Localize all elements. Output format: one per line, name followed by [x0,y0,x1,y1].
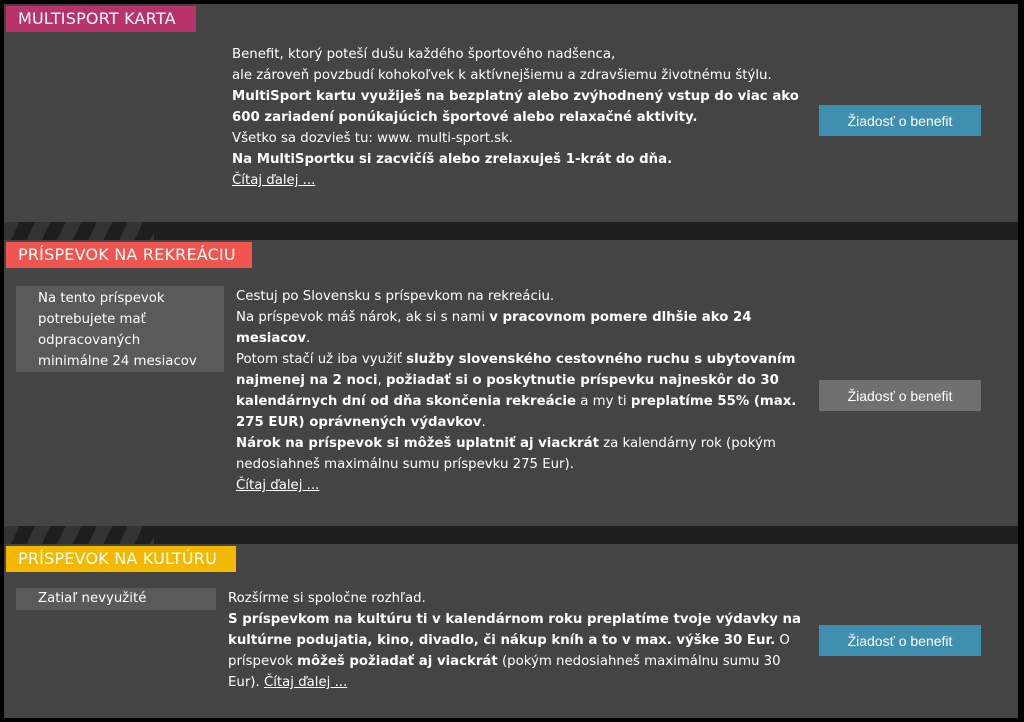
text-bold: najmenej na 2 noci [236,373,378,388]
benefit-request-button[interactable]: Žiadosť o benefit [819,625,981,656]
section-tag: MULTISPORT KARTA [6,6,196,32]
text-run: . [481,415,486,430]
text-bold: kalendárnych dní od dňa skončenia rekreácie [236,394,577,409]
note-line: potrebujete mať [38,312,146,327]
read-more-link[interactable]: Čítaj ďalej ... [236,478,320,493]
note-line: minimálne 24 mesiacov [38,354,197,369]
description-bold: Na MultiSportku si zacvičíš alebo zrelaxuješ 1-krát do dňa. [232,152,673,167]
benefit-request-button[interactable]: Žiadosť o benefit [819,105,981,136]
description-line: ale zároveň povzbudí kohokoľvek k aktívnejšiemu a zdravšiemu životnému štýlu. [232,68,772,83]
benefit-request-button[interactable]: Žiadosť o benefit [819,380,981,411]
text-bold: požiadať si o poskytnutie príspevku najneskôr do 30 [386,373,779,388]
text-bold: Nárok na príspevok si môžeš uplatniť aj viackrát [236,436,599,451]
section-tag: PRÍSPEVOK NA KULTÚRU [6,546,236,572]
benefit-card-recreation [4,240,1018,526]
note-line: Zatiaľ nevyužité [38,591,147,606]
eligibility-note [16,588,216,610]
text-run: Na príspevok máš nárok, ak si s nami [236,310,490,325]
benefits-frame [4,4,1018,718]
benefit-description [236,286,796,496]
text-run: , [377,373,387,388]
benefit-card-culture [4,544,1018,718]
text-bold: S príspevkom na kultúru ti v kalendárnom roku preplatíme tvoje výdavky na [228,612,801,627]
text-run: . [306,331,311,346]
text-run: príspevok [228,654,298,669]
text-bold: v pracovnom pomere dlhšie ako 24 [489,310,752,325]
section-tag: PRÍSPEVOK NA REKREÁCIU [6,242,252,268]
description-line: Benefit, ktorý poteší dušu každého športového nadšenca, [232,47,616,62]
read-more-link[interactable]: Čítaj ďalej ... [232,173,316,188]
divider-stripe [4,526,154,544]
text-run: O [775,633,790,648]
text-bold: 275 EUR) oprávnených výdavkov [236,415,482,430]
text-run: Potom stačí už iba využiť [236,352,407,367]
benefit-card-multisport [4,4,1018,222]
description-line: nedosiahneš maximálnu sumu príspevku 275 Eur). [236,457,574,472]
text-run: za kalendárny rok (pokým [598,436,776,451]
section-divider [4,222,1018,240]
text-bold: služby slovenského cestovného ruchu s ubytovaním [406,352,796,367]
benefit-description [228,588,801,693]
note-line: odpracovaných [38,333,141,348]
divider-stripe [4,222,154,240]
text-bold: kultúrne podujatia, kino, divadlo, či nákup kníh a to v max. výške 30 Eur. [228,633,776,648]
description-line: Rozšírme si spoločne rozhľad. [228,591,426,606]
description-line: Všetko sa dozvieš tu: www. multi-sport.sk. [232,131,514,146]
section-divider [4,526,1018,544]
text-run: Eur). [228,675,264,690]
text-bold: mesiacov [236,331,307,346]
description-bold: 600 zariadení ponúkajúcich športové alebo relaxačné aktivity. [232,110,698,125]
text-run: a my ti [576,394,631,409]
description-line: Cestuj po Slovensku s príspevkom na rekreáciu. [236,289,555,304]
text-run: (pokým nedosiahneš maximálnu sumu 30 [497,654,781,669]
note-line: Na tento príspevok [38,291,165,306]
eligibility-note [16,286,224,372]
read-more-link[interactable]: Čítaj ďalej ... [263,675,348,690]
text-bold: preplatíme 55% (max. [630,394,797,409]
text-bold: môžeš požiadať aj viackrát [297,654,498,669]
benefit-description [232,44,799,191]
description-bold: MultiSport kartu využiješ na bezplatný alebo zvýhodnený vstup do viac ako [232,89,799,104]
